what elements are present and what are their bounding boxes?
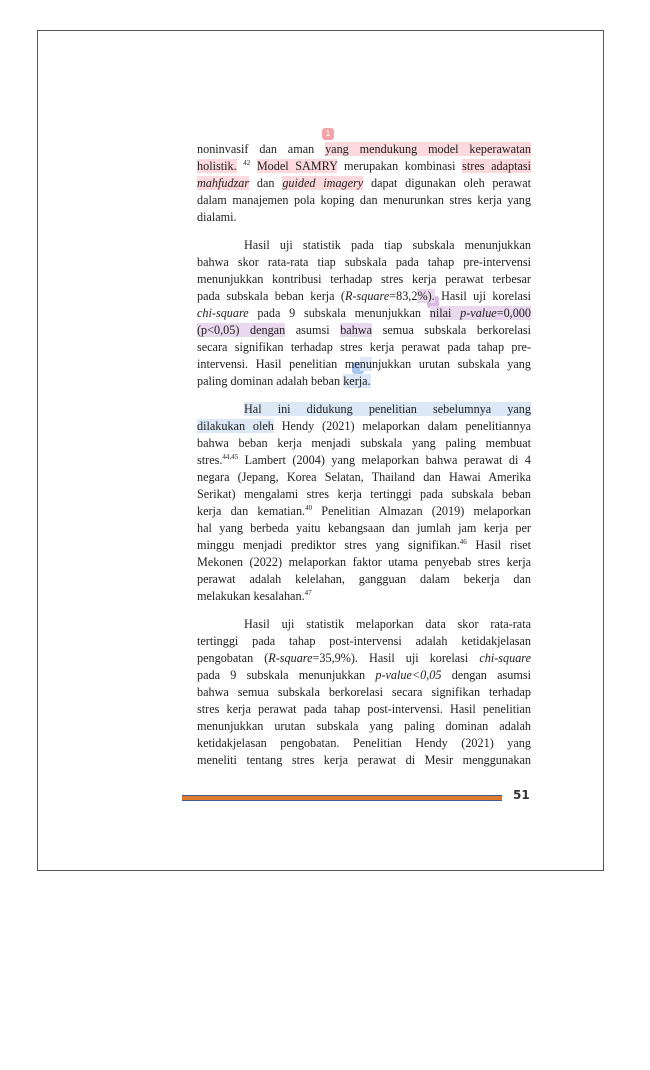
paragraph <box>197 401 531 605</box>
text-line <box>197 192 531 209</box>
text-span: Lambert (2004) yang melaporkan bahwa perawat di 4 <box>238 453 531 467</box>
text-line <box>197 322 531 339</box>
highlighted-text[interactable]: nu <box>359 357 372 371</box>
citation-superscript: 40 <box>305 503 313 512</box>
text-line <box>197 650 531 667</box>
text-line <box>197 486 531 503</box>
highlighted-text[interactable]: dilakukan oleh <box>197 419 274 433</box>
footer-rule <box>182 795 502 801</box>
text-line <box>197 435 531 452</box>
text-line <box>197 418 531 435</box>
text-span: noninvasif dan aman <box>197 142 326 156</box>
text-span: p-value<0,05 <box>375 668 442 682</box>
text-span: secara signifikan terhadap stres kerja perawat pada tahap pre- <box>197 340 531 354</box>
highlighted-text[interactable]: mahfudzar <box>197 176 250 190</box>
text-span: dapat digunakan oleh perawat <box>363 176 531 190</box>
text-span: Hasil riset <box>466 538 531 552</box>
comment-marker[interactable]: 1 <box>322 128 334 140</box>
highlighted-text[interactable]: kerja. <box>343 374 371 388</box>
text-line <box>197 141 531 158</box>
text-line <box>197 401 531 418</box>
highlighted-text[interactable]: guided imagery <box>282 176 364 190</box>
paragraph <box>197 141 531 226</box>
text-span: negara (Jepang, Korea Selatan, Thailand dan Hawai Amerika <box>197 470 531 484</box>
text-span: bahwa semua subskala berkorelasi secara signifikan terhadap <box>197 685 531 699</box>
text-span: chi-square <box>197 306 249 320</box>
text-line <box>197 616 531 633</box>
text-span: menunjukkan kontribusi terhadap stres kerja perawat terbesar <box>197 272 531 286</box>
text-span: paling dominan adalah beban <box>197 374 344 388</box>
text-span: pada subskala beban kerja ( <box>197 289 345 303</box>
citation-superscript: 42 <box>243 158 251 167</box>
text-span: dialami. <box>197 210 237 224</box>
highlighted-text[interactable]: Hal ini didukung penelitian sebelumnya yang <box>244 402 531 416</box>
highlighted-text[interactable]: =0,000 <box>496 306 531 320</box>
highlighted-text[interactable]: %). <box>417 289 435 303</box>
highlighted-text[interactable]: p-value <box>460 306 497 320</box>
text-line <box>197 735 531 752</box>
text-line <box>197 752 531 769</box>
text-span: Hasil uji statistik melaporkan data skor rata-rata <box>244 617 531 631</box>
text-line <box>197 305 531 322</box>
text-line <box>197 158 531 175</box>
text-span: tertinggi pada tahap post-intervensi adalah ketidakjelasan <box>197 634 531 648</box>
text-span: perawat adalah kelelahan, gangguan dalam bekerja dan <box>197 572 531 586</box>
text-span: pengobatan ( <box>197 651 269 665</box>
text-line <box>197 571 531 588</box>
text-span: chi-square <box>479 651 531 665</box>
text-span: bahwa skor rata-rata tiap subskala pada tahap pre-intervensi <box>197 255 531 269</box>
text-span: intervensi. Hasil penelitian me <box>197 357 360 371</box>
text-span: Serikat) mengalami stres kerja tertinggi pada subskala beban <box>197 487 531 501</box>
text-span: njukkan urutan subskala yang <box>371 357 531 371</box>
text-span: melakukan kesalahan. <box>197 589 305 603</box>
text-line <box>197 633 531 650</box>
text-span: meneliti tentang stres kerja perawat di Mesir menggunakan <box>197 753 531 767</box>
text-line <box>197 209 531 226</box>
text-line <box>197 554 531 571</box>
text-span: bahwa beban kerja menjadi subskala yang paling membuat <box>197 436 531 450</box>
text-span: semua subskala berkorelasi <box>372 323 531 337</box>
text-span: asumsi <box>285 323 341 337</box>
text-span: =35,9%). Hasil uji korelasi <box>312 651 480 665</box>
text-line <box>197 356 531 373</box>
text-span: Penelitian Almazan (2019) melaporkan <box>312 504 531 518</box>
text-line <box>197 701 531 718</box>
text-line <box>197 288 531 305</box>
text-line <box>197 373 531 390</box>
text-line <box>197 537 531 554</box>
text-line <box>197 520 531 537</box>
text-line <box>197 452 531 469</box>
text-line <box>197 588 531 605</box>
text-line <box>197 718 531 735</box>
highlighted-text[interactable]: stres adaptasi <box>462 159 531 173</box>
text-line <box>197 684 531 701</box>
text-span <box>250 159 257 173</box>
text-span: ketidakjelasan pengobatan. Penelitian Hendy (2021) yang <box>197 736 531 750</box>
text-line <box>197 339 531 356</box>
text-span: stres. <box>197 453 223 467</box>
text-line <box>197 667 531 684</box>
paragraph <box>197 616 531 769</box>
text-line <box>197 254 531 271</box>
text-span: R-square <box>268 651 313 665</box>
text-span: dengan asumsi <box>441 668 531 682</box>
text-line <box>197 503 531 520</box>
highlighted-text[interactable]: yang mendukung model keperawatan <box>325 142 531 156</box>
highlighted-text[interactable]: nilai <box>429 306 461 320</box>
paragraph <box>197 237 531 390</box>
text-span: Mekonen (2022) melaporkan faktor utama penyebab stres kerja <box>197 555 531 569</box>
text-line <box>197 271 531 288</box>
page-number: 51 <box>513 788 530 802</box>
text-span: minggu menjadi prediktor stres yang signifikan. <box>197 538 460 552</box>
citation-superscript: 47 <box>304 588 312 597</box>
text-span: dalam manajemen pola koping dan menurunkan stres kerja yang <box>197 193 531 207</box>
citation-superscript: 44,45 <box>222 452 239 461</box>
text-span: merupakan kombinasi <box>337 159 463 173</box>
text-span: Hendy (2021) melaporkan dalam penelitiannya <box>273 419 531 433</box>
text-line <box>197 175 531 192</box>
highlighted-text[interactable]: holistik. <box>197 159 237 173</box>
text-span: =83,2 <box>389 289 418 303</box>
text-span: dan <box>249 176 283 190</box>
text-span: hal yang berbeda yaitu kebangsaan dan jumlah jam kerja per <box>197 521 531 535</box>
text-span: kerja dan kematian. <box>197 504 306 518</box>
highlighted-text[interactable]: (p<0,05) dengan <box>197 323 286 337</box>
text-line <box>197 469 531 486</box>
text-span: menunjukkan urutan subskala yang paling dominan adalah <box>197 719 531 733</box>
citation-superscript: 46 <box>459 537 467 546</box>
text-span: Hasil uji korelasi <box>434 289 531 303</box>
text-line <box>197 237 531 254</box>
highlighted-text[interactable]: bahwa <box>340 323 373 337</box>
body-text <box>197 141 531 780</box>
text-span: stres kerja perawat pada tahap post-intervensi. Hasil penelitian <box>197 702 531 716</box>
highlighted-text[interactable]: Model SAMRY <box>256 159 338 173</box>
text-span: pada 9 subskala menunjukkan <box>248 306 430 320</box>
text-span: R-square <box>345 289 390 303</box>
text-span: Hasil uji statistik pada tiap subskala menunjukkan <box>244 238 531 252</box>
text-span: pada 9 subskala menunjukkan <box>197 668 376 682</box>
